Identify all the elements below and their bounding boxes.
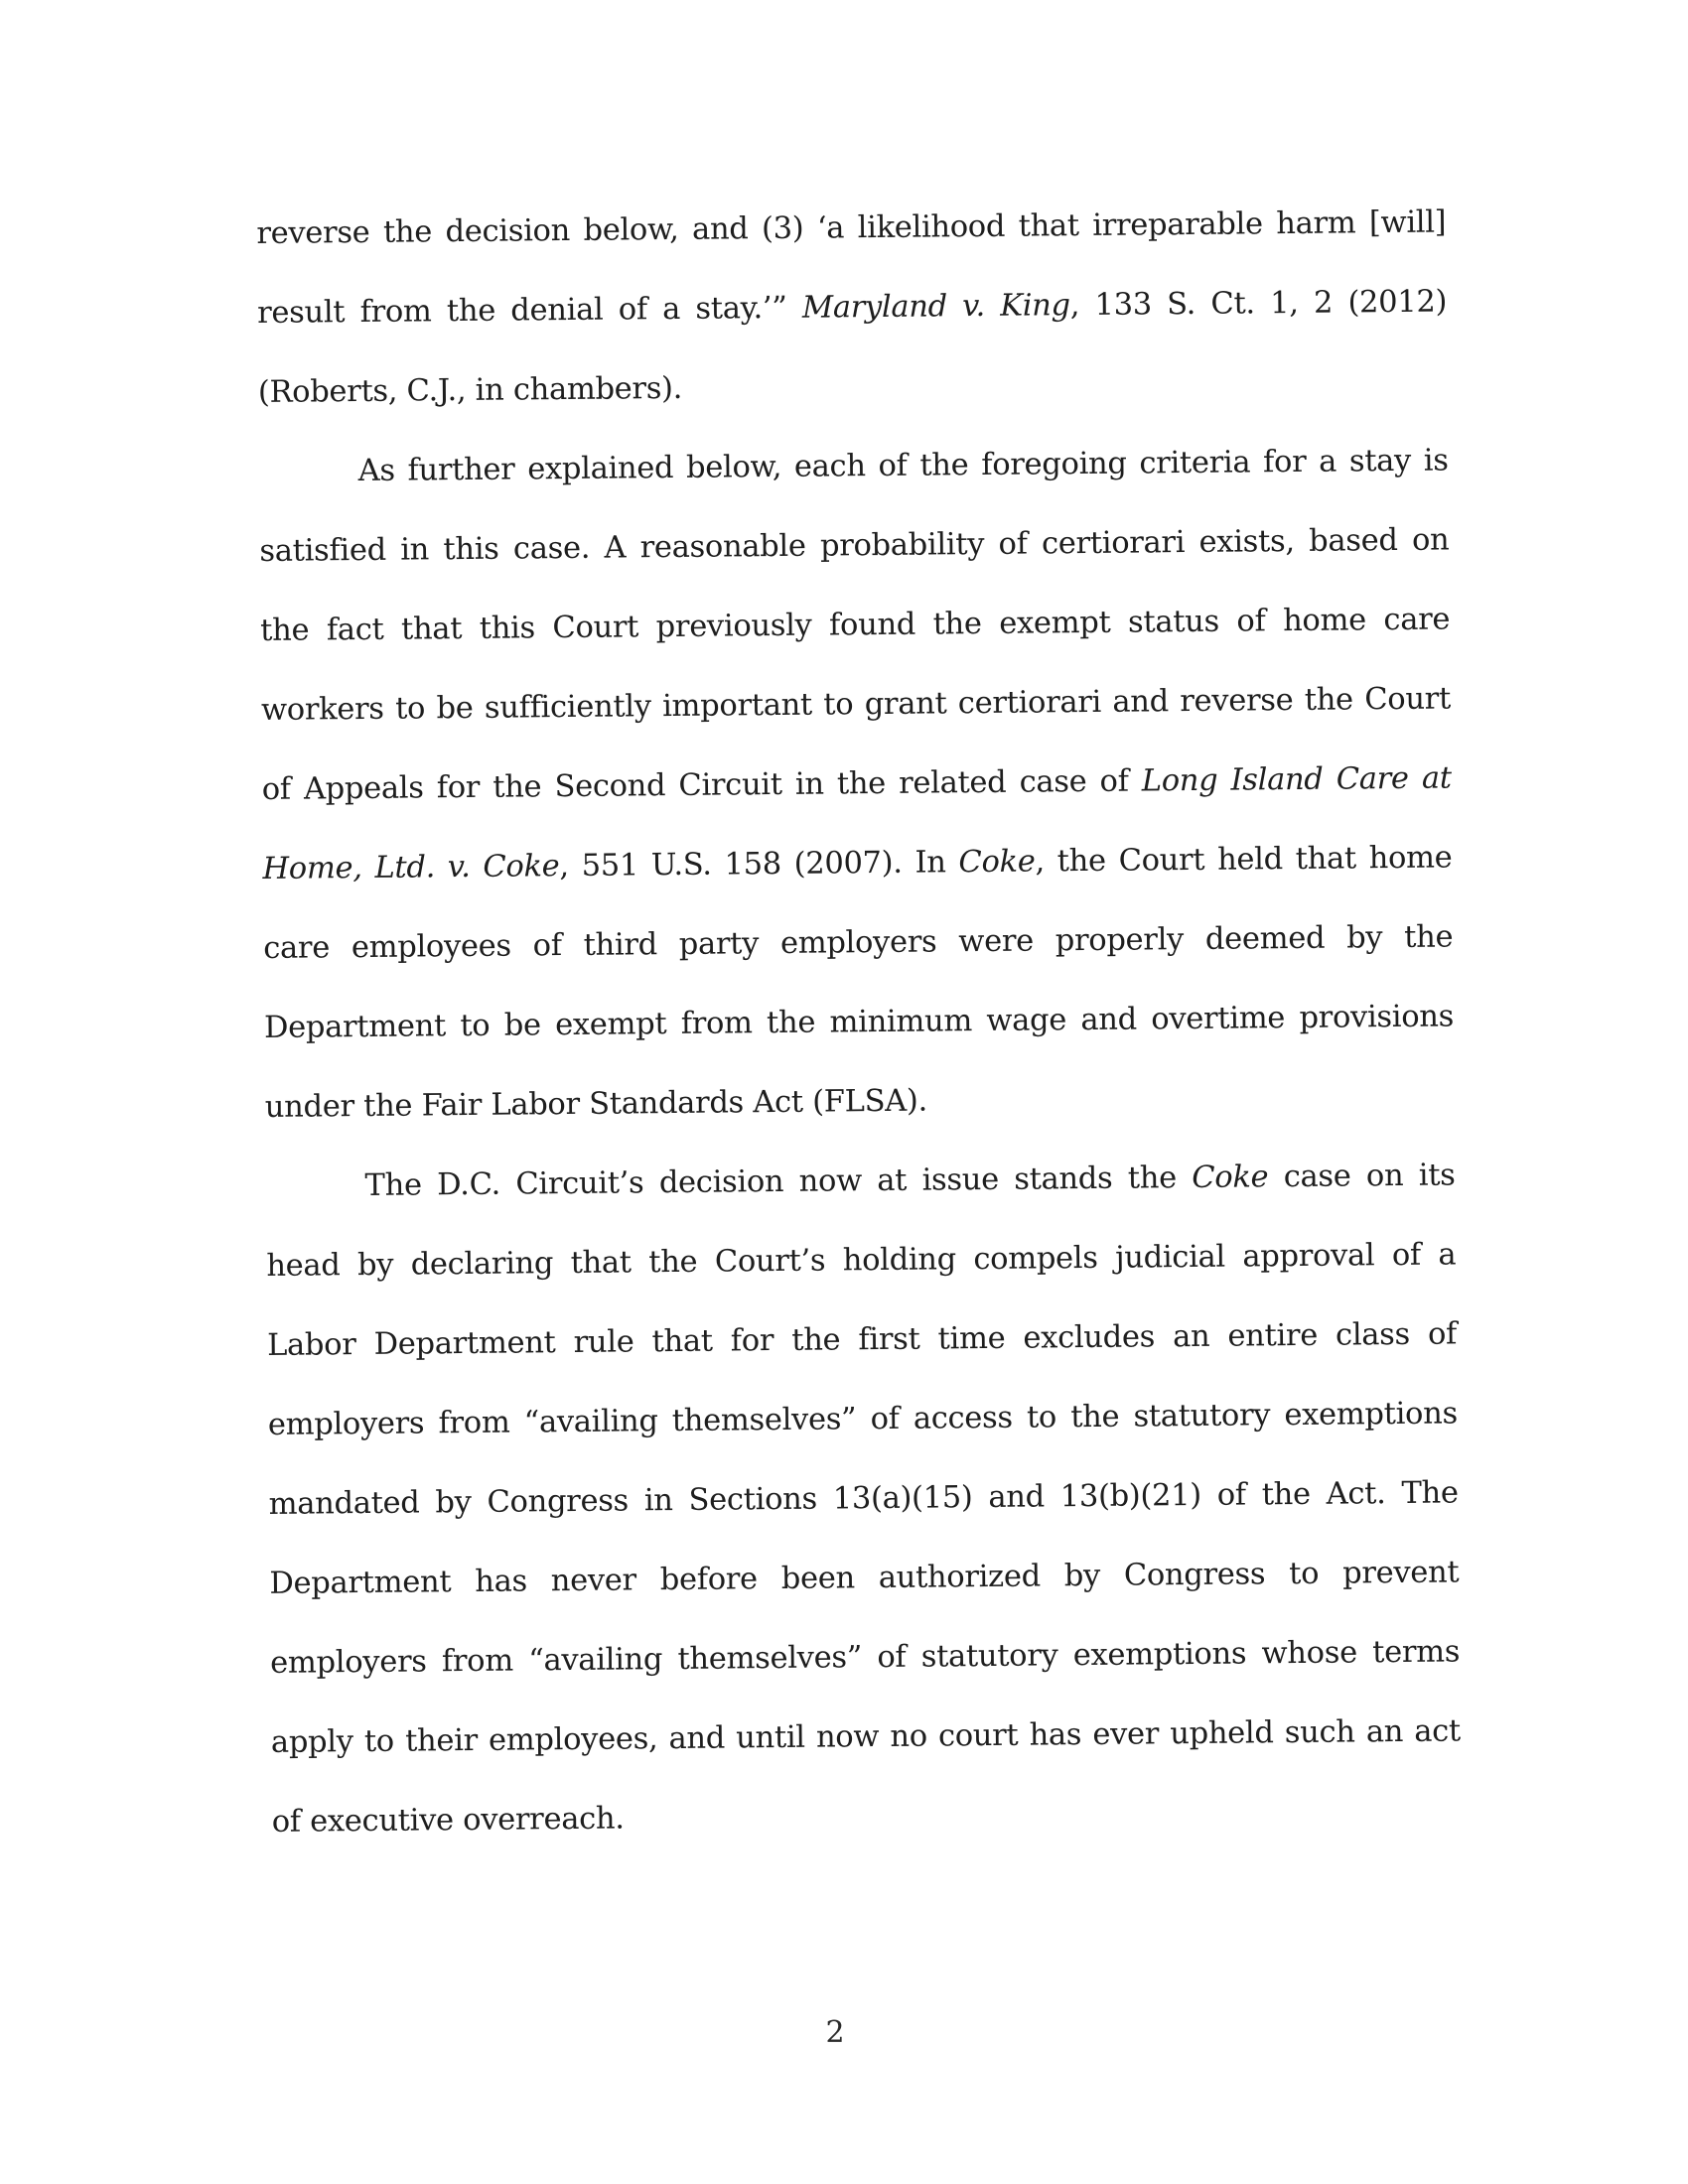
text-run: Department has never before been authorized by Congress to prevent [269, 1555, 1460, 1601]
text-line [261, 659, 1452, 750]
text-line [268, 1374, 1459, 1464]
text-line [264, 1056, 1455, 1147]
text-line [258, 421, 1449, 511]
text-line [271, 1692, 1462, 1782]
text-line [259, 500, 1450, 591]
text-line [262, 818, 1453, 908]
paragraph-3 [265, 1136, 1462, 1861]
text-line [270, 1612, 1461, 1703]
text-line [257, 262, 1448, 352]
text-line [258, 341, 1449, 432]
text-line [263, 897, 1454, 988]
text-run: workers to be sufficiently important to grant certiorari and reverse the Court [260, 681, 1452, 728]
text-run: employers from “availing themselves” of access to the statutory exemptions [267, 1396, 1459, 1442]
text-run: As further explained below, each of the foregoing criteria for a stay is [357, 443, 1449, 489]
text-line [264, 977, 1455, 1067]
body-text [256, 184, 1462, 1862]
text-line [265, 1136, 1456, 1226]
case-citation: Maryland v. King [801, 288, 1070, 326]
text-run: of executive overreach. [271, 1801, 625, 1840]
case-citation: Coke [958, 844, 1036, 881]
text-run: apply to their employees, and until now no court has ever upheld such an act [270, 1713, 1462, 1760]
page-number: 2 [825, 2015, 845, 2050]
text-run: result from the denial of a stay.’” [256, 290, 803, 331]
case-citation: Home, Ltd. v. Coke [262, 849, 560, 887]
text-run: , the Court held that home [1035, 840, 1453, 880]
text-run: of Appeals for the Second Circuit in the related case of [261, 763, 1142, 807]
text-run: , 551 U.S. 158 (2007). In [559, 845, 959, 885]
text-run: under the Fair Labor Standards Act (FLSA). [264, 1083, 928, 1125]
text-line [260, 580, 1451, 670]
text-run: reverse the decision below, and (3) ‘a likelihood that irreparable harm [will] [256, 205, 1447, 251]
case-citation: Coke [1192, 1160, 1269, 1195]
text-run: , 133 S. Ct. 1, 2 (2012) [1069, 284, 1448, 324]
paragraph-2 [258, 421, 1455, 1147]
text-line [271, 1771, 1462, 1861]
text-run: satisfied in this case. A reasonable probability of certiorari exists, based on [259, 522, 1450, 569]
text-line [269, 1533, 1460, 1623]
text-run: head by declaring that the Court’s holding compels judicial approval of a [266, 1237, 1457, 1284]
text-run: the fact that this Court previously found the exempt status of home care [260, 602, 1451, 648]
text-run: care employees of third party employers were properly deemed by the [263, 919, 1454, 966]
text-line [266, 1215, 1457, 1305]
text-line [256, 184, 1447, 274]
text-run: The D.C. Circuit’s decision now at issue stands the [364, 1160, 1193, 1203]
text-line [268, 1453, 1459, 1544]
paragraph-1 [256, 184, 1448, 433]
text-run: (Roberts, C.J., in chambers). [257, 370, 683, 410]
text-run: Department to be exempt from the minimum wage and overtime provisions [263, 999, 1455, 1045]
case-citation: Long Island Care at [1141, 760, 1452, 799]
text-run: employers from “availing themselves” of statutory exemptions whose terms [270, 1634, 1461, 1681]
text-line [267, 1295, 1458, 1385]
text-run: Labor Department rule that for the first time excludes an entire class of [266, 1316, 1458, 1363]
text-line [261, 739, 1452, 829]
text-run: case on its [1268, 1158, 1456, 1195]
text-run: mandated by Congress in Sections 13(a)(15) and 13(b)(21) of the Act. The [268, 1475, 1459, 1522]
